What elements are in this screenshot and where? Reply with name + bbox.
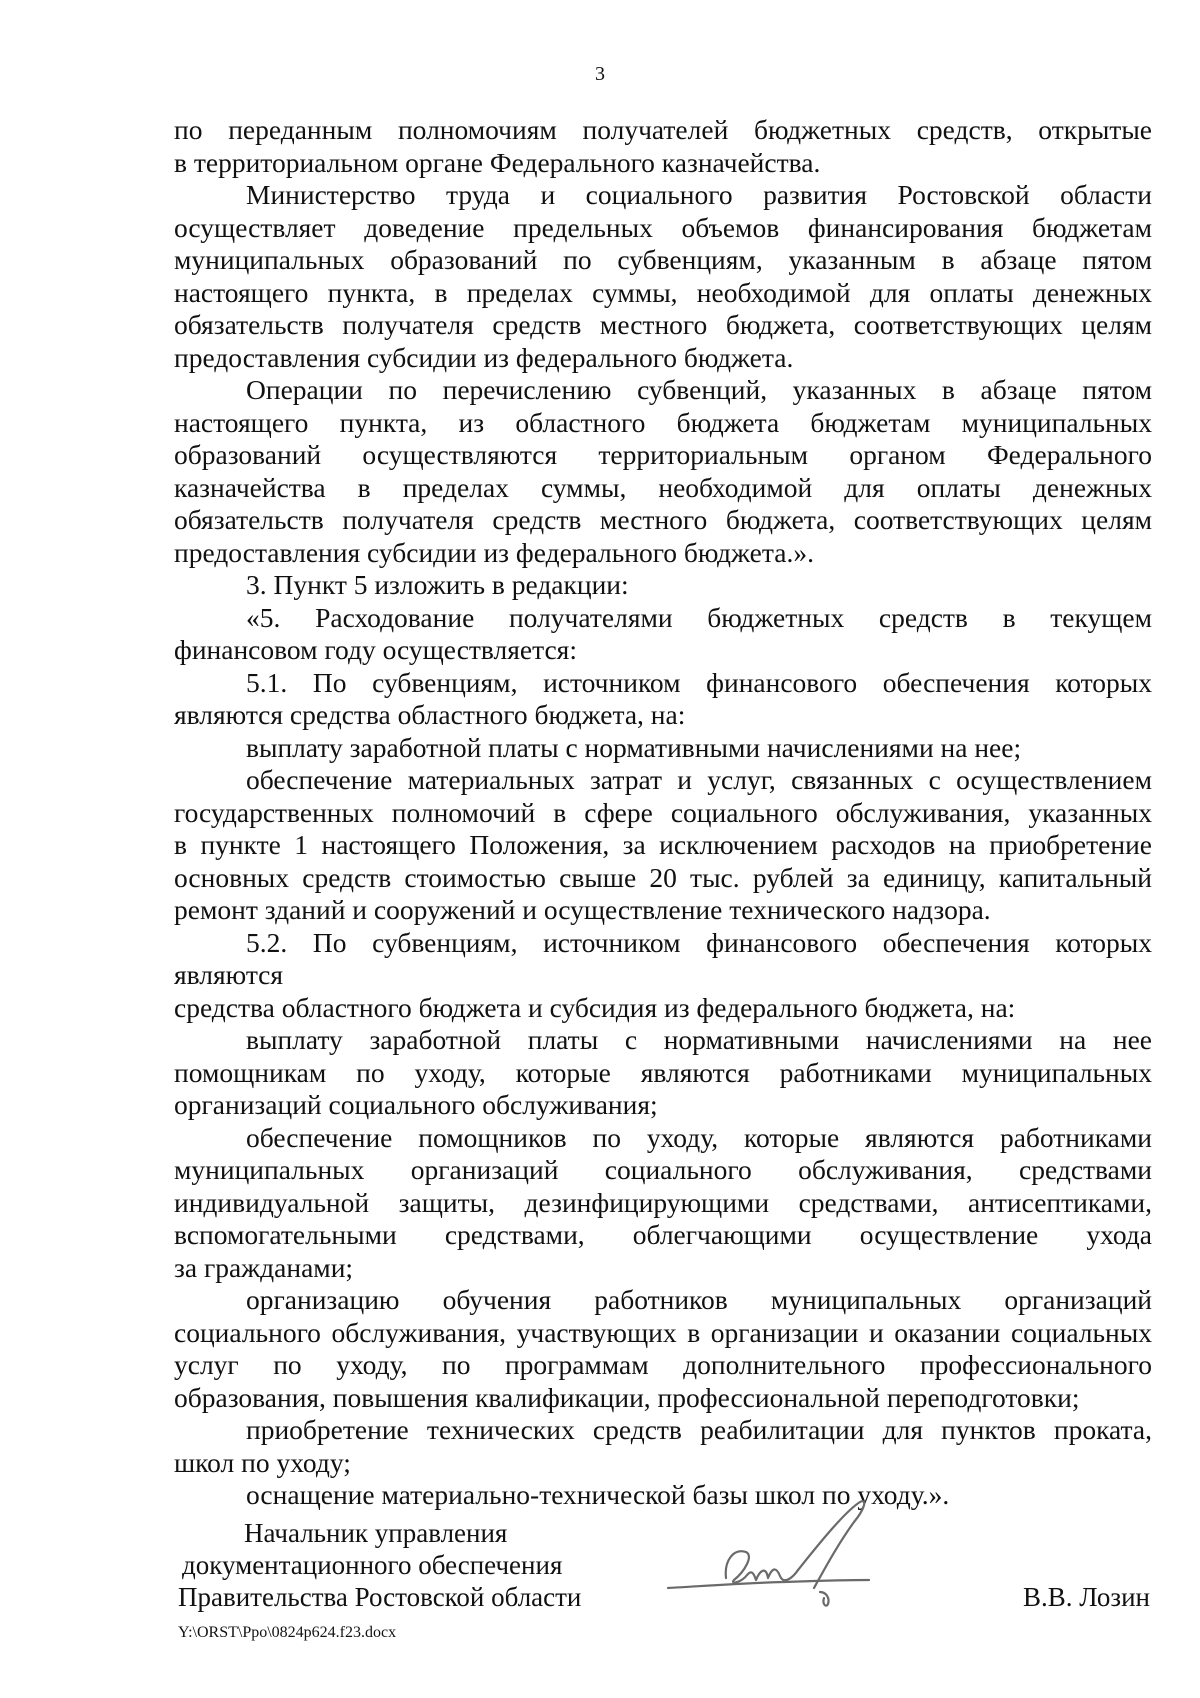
- paragraph-line: казначейства в пределах суммы, необходимой для оплаты денежных: [174, 471, 1152, 503]
- paragraph-line: оснащение материально-технической базы школ по уходу.».: [246, 1479, 950, 1510]
- paragraph-line: 5.2. По субвенциям, источником финансового обеспечения которых являются: [174, 926, 1152, 990]
- signatory-title-line-2: документационного обеспечения: [182, 1550, 563, 1580]
- paragraph-line: выплату заработной платы с нормативными начислениями на нее;: [246, 731, 1022, 763]
- paragraph-line: обеспечение помощников по уходу, которые являются работниками: [246, 1121, 1152, 1153]
- paragraph-line: организаций социального обслуживания;: [174, 1089, 658, 1120]
- paragraph-line: предоставления субсидии из федерального бюджета.: [174, 341, 794, 373]
- paragraph-line: школ по уходу;: [174, 1446, 351, 1478]
- paragraph-line: ремонт зданий и сооружений и осуществление технического надзора.: [174, 894, 991, 925]
- paragraph-line: Министерство труда и социального развития Ростовской области: [246, 179, 1152, 210]
- file-path: Y:\ORST\Ppo\0824p624.f23.docx: [178, 1624, 397, 1641]
- paragraph-line: «5. Расходование получателями бюджетных средств в текущем: [246, 601, 1152, 633]
- paragraph-line: 3. Пункт 5 изложить в редакции:: [246, 569, 629, 600]
- signatory-title-line-3: Правительства Ростовской области: [178, 1582, 582, 1612]
- paragraph-line: обязательств получателя средств местного бюджета, соответствующих целям: [174, 309, 1152, 340]
- paragraph-line: муниципальных организаций социального обслуживания, средствами: [174, 1154, 1152, 1185]
- document-body: [174, 114, 1152, 1512]
- paragraph-line: финансовом году осуществляется:: [174, 634, 577, 665]
- paragraph-line: индивидуальной защиты, дезинфицирующими средствами, антисептиками,: [174, 1186, 1152, 1218]
- paragraph-line: обязательств получателя средств местного бюджета, соответствующих целям: [174, 504, 1152, 535]
- paragraph-line: помощникам по уходу, которые являются работниками муниципальных: [174, 1056, 1152, 1088]
- paragraph-line: образований осуществляются территориальным органом Федерального: [174, 439, 1152, 470]
- paragraph-line: муниципальных образований по субвенциям, указанным в абзаце пятом: [174, 244, 1152, 275]
- paragraph-line: за гражданами;: [174, 1251, 354, 1283]
- paragraph-line: государственных полномочий в сфере социального обслуживания, указанных: [174, 796, 1152, 828]
- paragraph-line: по переданным полномочиям получателей бюджетных средств, открытые: [174, 114, 1152, 145]
- page-number: 3: [595, 63, 605, 85]
- paragraph-line: являются средства областного бюджета, на:: [174, 699, 686, 730]
- paragraph-line: социального обслуживания, участвующих в организации и оказании социальных: [174, 1316, 1152, 1348]
- paragraph-line: настоящего пункта, из областного бюджета бюджетам муниципальных: [174, 406, 1152, 438]
- signatory-title-line-1: Начальник управления: [244, 1518, 508, 1548]
- paragraph-line: Операции по перечислению субвенций, указанных в абзаце пятом: [246, 374, 1152, 405]
- paragraph-line: настоящего пункта, в пределах суммы, необходимой для оплаты денежных: [174, 276, 1152, 308]
- paragraph-line: в территориальном органе Федерального казначейства.: [174, 146, 821, 178]
- paragraph-line: приобретение технических средств реабилитации для пунктов проката,: [246, 1414, 1152, 1445]
- paragraph-line: вспомогательными средствами, облегчающими осуществление ухода: [174, 1219, 1152, 1250]
- paragraph-line: осуществляет доведение предельных объемов финансирования бюджетам: [174, 211, 1152, 243]
- paragraph-line: обеспечение материальных затрат и услуг, связанных с осуществлением: [246, 764, 1152, 795]
- signer-name: В.В. Лозин: [1023, 1582, 1150, 1612]
- paragraph-line: услуг по уходу, по программам дополнительного профессионального: [174, 1349, 1152, 1380]
- paragraph-line: 5.1. По субвенциям, источником финансового обеспечения которых: [246, 666, 1152, 698]
- paragraph-line: предоставления субсидии из федерального бюджета.».: [174, 536, 814, 568]
- paragraph-line: средства областного бюджета и субсидия из федерального бюджета, на:: [174, 991, 1016, 1023]
- signature-title-block: [178, 1517, 648, 1613]
- paragraph-line: в пункте 1 настоящего Положения, за исключением расходов на приобретение: [174, 829, 1152, 860]
- paragraph-line: организацию обучения работников муниципальных организаций: [246, 1284, 1152, 1315]
- paragraph-line: выплату заработной платы с нормативными начислениями на нее: [246, 1024, 1152, 1055]
- paragraph-line: образования, повышения квалификации, профессиональной переподготовки;: [174, 1381, 1080, 1413]
- paragraph-line: основных средств стоимостью свыше 20 тыс. рублей за единицу, капитальный: [174, 861, 1152, 893]
- handwritten-signature: [664, 1500, 964, 1620]
